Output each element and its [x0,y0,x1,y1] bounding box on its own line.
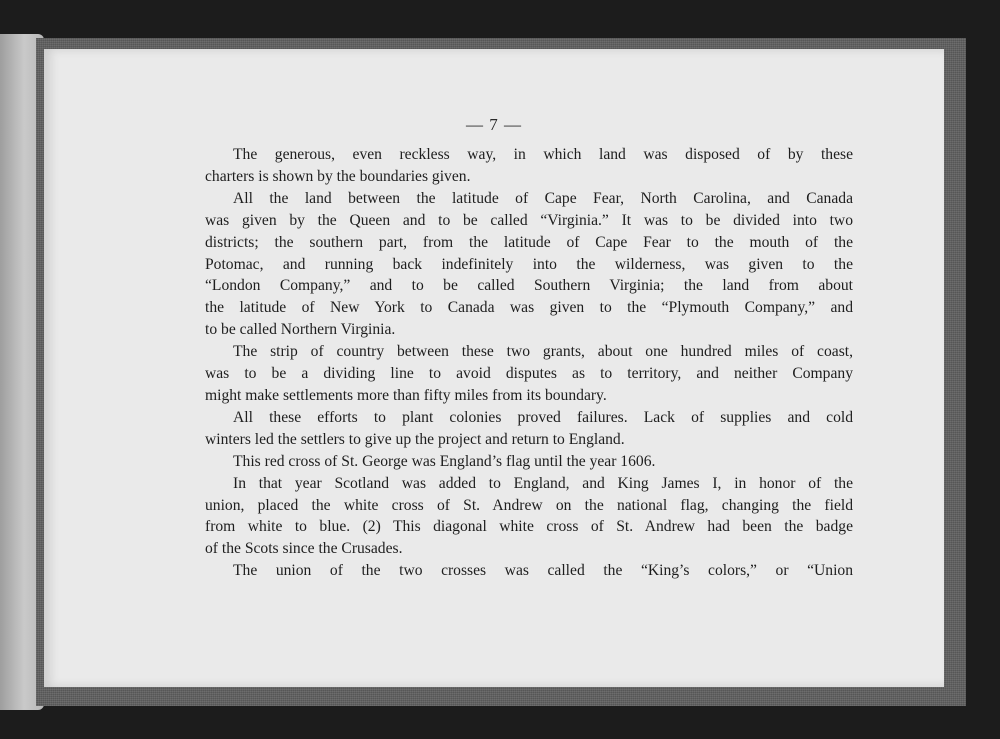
paragraph [205,341,853,407]
text-line: was to be a dividing line to avoid disputes as to territory, and neither Company [205,365,853,383]
paragraph [205,473,853,561]
text-line: This red cross of St. George was England’s flag until the year 1606. [233,452,656,470]
book-page [44,49,944,687]
text-line: might make settlements more than fifty miles from its boundary. [205,386,607,404]
text-line: All the land between the latitude of Cape Fear, North Carolina, and Canada [233,189,853,207]
text-line: districts; the southern part, from the latitude of Cape Fear to the mouth of the [205,233,853,251]
paragraph [205,560,853,582]
paragraph [205,407,853,451]
text-line: The generous, even reckless way, in which land was disposed of by these [233,146,853,163]
page-number: — 7 — [466,115,522,134]
text-line: All these efforts to plant colonies proved failures. Lack of supplies and cold [233,408,853,426]
paragraph [205,188,853,341]
page-text [205,144,853,582]
text-line: The union of the two crosses was called the “King’s colors,” or “Union [233,562,853,580]
text-line: “London Company,” and to be called Southern Virginia; the land from about [205,277,853,295]
paragraph [205,451,853,473]
text-line: from white to blue. (2) This diagonal white cross of St. Andrew had been the badge [205,518,853,536]
text-line: Potomac, and running back indefinitely into the wilderness, was given to the [205,255,853,273]
text-line: the latitude of New York to Canada was given to the “Plymouth Company,” and [205,299,853,317]
text-line: charters is shown by the boundaries given. [205,167,471,185]
text-line: union, placed the white cross of St. Andrew on the national flag, changing the field [205,496,853,514]
text-line: In that year Scotland was added to England, and King James I, in honor of the [233,474,853,492]
text-line: was given by the Queen and to be called “Virginia.” It was to be divided into two [205,211,853,229]
text-line: The strip of country between these two grants, about one hundred miles of coast, [233,343,853,361]
paragraph [205,144,853,188]
text-line: to be called Northern Virginia. [205,321,396,339]
text-line: winters led the settlers to give up the project and return to England. [205,430,625,448]
text-line: of the Scots since the Crusades. [205,540,403,558]
